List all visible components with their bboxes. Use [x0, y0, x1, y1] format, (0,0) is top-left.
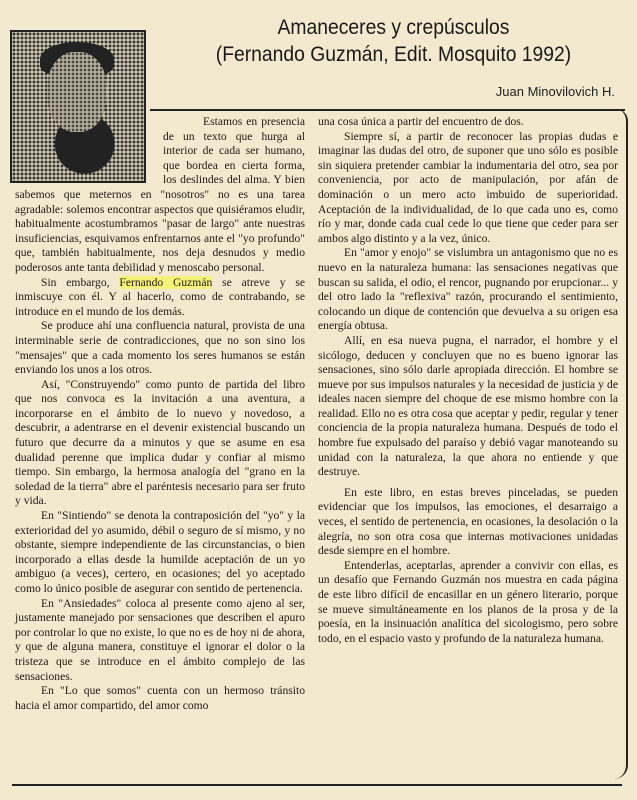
photo-spacer: [15, 115, 163, 185]
paragraph: Se produce ahí una confluencia natural, provista de una interminable serie de contradicciones, que no son sino los "mensajes" que a cada momento los seres humanos se están enviando los unos a los otros.: [15, 319, 305, 377]
left-column: [15, 115, 305, 713]
bottom-divider: [12, 784, 622, 786]
article-author: Juan Minovilovich H.: [495, 84, 615, 99]
paragraph: [15, 276, 305, 320]
paragraph: En este libro, en estas breves pinceladas, se pueden evidenciar que los impulsos, las emociones, el desarraigo a veces, el sentido de pertenencia, en ocasiones, la desolación o la alegría, no son otra cosa que internas motivaciones unidadas desde siempre en el hombre.: [318, 485, 618, 558]
paragraph: En "Ansiedades" coloca al presente como ajeno al ser, justamente manejado por sensaciones que describen el apuro por controlar lo que no existe, lo que no es de hoy ni de ahora, y que de alguna manera, constituye el ignorar el dolor o la tristeza que se introduce en el ámbito complejo de las sensaciones.: [15, 596, 305, 683]
paragraph: En "amor y enojo" se vislumbra un antagonismo que no es nuevo en la naturaleza humana: las sensaciones negativas que buscan su salida, el odio, el rencor, pugnando por erupcionar... y del otro lado la "reflexiva" razón, procurando el sentimiento, colocando un dique de contención que devuelva a su origen esa energía obtusa.: [318, 246, 618, 333]
paragraph: Allí, en esa nueva pugna, el narrador, el hombre y el sicólogo, deducen y concluyen que no es bueno ignorar las sensaciones, sino sólo darle apropiada dirección. El hombre se mueve por sus impulsos naturales y la necesidad de justicia y de ideales nacen siempre del choque de ese mismo hombre con la realidad. Ello no es otra cosa que aceptar y pedir, regular y tener conciencia de la propia naturaleza humana. Después de todo el hombre fue expulsado del paraíso y debió vagar manoteando su unidad con la naturaleza, la que ahora no entiende y que destruye.: [318, 333, 618, 479]
paragraph: una cosa única a partir del encuentro de dos.: [318, 115, 524, 128]
paragraph: Siempre sí, a partir de reconocer las propias dudas e imaginar las dudas del otro, de suponer que uno sólo es posible sin siquiera pretender cambiar la indumentaria del otro, sea por conveniencia, por acto de manipulación, por afán de dominación o un mero acto imbuido de superioridad. Aceptación de la individualidad, de lo que cada uno es, como río y mar, donde cada cual cede lo que tiene que ceder para ser ambos algo distinto y a la vez, único.: [318, 129, 618, 245]
highlighted-name: Fernando Guzmán: [119, 275, 213, 289]
text: Sin embargo,: [41, 275, 120, 289]
paragraph: Así, "Construyendo" como punto de partida del libro que nos convoca es la invitación a una aventura, a incorporarse en el ámbito de lo nuevo y novedoso, a descubrir, a adentrarse en el devenir existencial buscando un futuro que decurre da a minutos y que se asume en esa dualidad perenne que implica dudar y confiar al mismo tiempo. Sin embargo, la hermosa analogía del "grano en la soledad de la tierra" abre el paréntesis necesario para ser fruto y vida.: [15, 377, 305, 508]
paragraph: Estamos en presencia de un texto que hurga al interior de cada ser humano, que bordea en cierta forma, los deslindes del alma. Y bien sabemos que meternos en "nosotros" no es una tarea agradable: solemos encontrar aspectos que quisiéramos eludir, habitualmente acostumbramos "pasar de largo" ante nuestras insuficiencias, esquivamos enfrentarnos ante el "yo profundo" que, también habitualmente, nos deja desnudos y medio poderosos ante tanta debilidad y menoscabo personal.: [15, 115, 305, 274]
right-column: [318, 115, 618, 646]
paragraph: En "Lo que somos" cuenta con un hermoso tránsito hacia el amor compartido, del amor como: [15, 684, 305, 712]
paragraph: Entenderlas, aceptarlas, aprender a convivir con ellas, es un desafío que Fernando Guzmán nos muestra en cada página de este libro difícil de encasillar en un género literario, porque se mueve simultáneamente en los planos de la prosa y de la poesía, en la insinuación analítica del sicologismo, pero sobre todo, en el espacio vasto y profundo de la naturaleza humana.: [318, 558, 618, 645]
title-line-1: Amaneceres y crepúsculos: [277, 16, 510, 39]
paragraph: En "Sintiendo" se denota la contraposición del "yo" y la exterioridad del yo asumido, débil o seguro de sí mismo, y no obstante, siempre independiente de las circunstancias, o bien incorporado a ellas desde la humilde aceptación de un yo ambiguo (a veces), certero, en ocasiones; del yo aceptado como lo único posible de asegurar con sentido de pertenencia.: [15, 509, 305, 595]
article-title: [169, 14, 617, 68]
title-line-2: (Fernando Guzmán, Edit. Mosquito 1992): [215, 43, 572, 66]
text: se atreve y se inmiscuye con él. Y al hacerlo, como de contrabando, se introduce en el mundo de los demás.: [15, 275, 305, 318]
